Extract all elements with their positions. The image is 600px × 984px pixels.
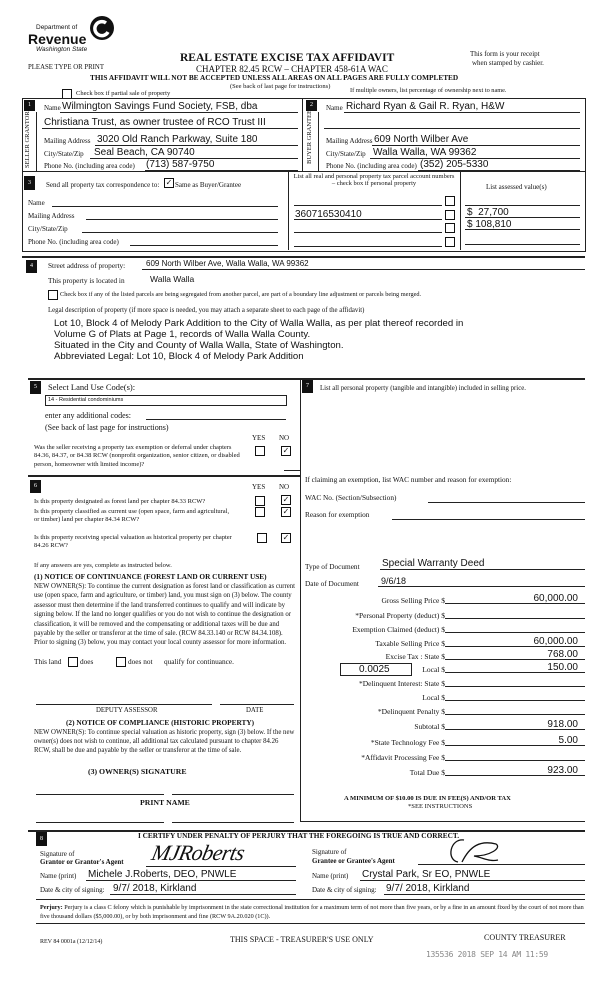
corr-phone-label: Phone No. (including area code) [28,238,119,246]
logo-line3: Washington State [36,46,88,53]
current-use-question: Is this property classified as current use (open space, farm and agricultural, or timber) land per chapter 84.34 RCW? [34,508,230,524]
does-label: does [80,657,94,666]
parcel-account[interactable]: 360716530410 [295,209,362,220]
exemption-claim-label: If claiming an exemption, list WAC number and reason for exemption: [305,475,512,484]
exemption-yes-checkbox[interactable] [255,446,265,456]
personal-property-checkbox[interactable] [445,237,455,247]
multiple-owners-note: If multiple owners, list percentage of ownership next to name. [350,87,507,94]
land-use-see-back: (See back of last page for instructions) [45,423,169,432]
seller-phone[interactable]: (713) 587-9750 [146,159,215,170]
land-use-code-select[interactable] [45,395,287,406]
seller-city-label: City/State/Zip [44,150,84,158]
buyer-phone-label: Phone No. (including area code) [326,162,417,170]
assessed-value[interactable]: $ 108,810 [467,219,512,230]
grantee-date-label: Date & city of signing: [312,886,377,894]
treasurer-stamp: 135536 2018 SEP 14 AM 11:59 [426,950,548,959]
legal-label: Legal description of property (if more space is needed, you may attach a separate sheet to each page of the affidavit) [48,307,365,314]
property-street[interactable]: 609 North Wilber Ave, Walla Walla, WA 99362 [146,259,309,268]
fee-label: *Personal Property (deduct) $ [355,611,445,620]
rev-number: REV 84 0001a (12/12/14) [40,939,103,945]
does-checkbox[interactable] [68,657,78,667]
print-name-label: PRINT NAME [140,798,190,807]
owner-signature-field-2[interactable] [172,794,294,795]
fee-value[interactable]: 60,000.00 [533,636,578,647]
print-name-field-2[interactable] [172,822,294,823]
form-see-back: (See back of last page for instructions) [230,83,331,90]
doc-date[interactable]: 9/6/18 [381,576,407,586]
date-label: DATE [246,707,264,714]
section-7-badge: 7 [302,380,313,393]
form-chapter: CHAPTER 82.45 RCW – CHAPTER 458-61A WAC [196,64,388,74]
logo-line1: Department of [36,24,78,31]
segregated-label: Check box if any of the listed parcels are being segregated from another parcel, are part of a boundary line adjustment or parcels being merged. [60,291,422,298]
additional-codes-field[interactable] [146,419,286,420]
buyer-address-label: Mailing Address [326,137,373,145]
fee-value[interactable]: 5.00 [558,735,578,746]
street-label: Street address of property: [48,261,126,270]
forest-no-checkbox[interactable]: ✓ [282,495,290,504]
grantee-signature[interactable] [440,836,510,866]
legal-line: Volume G of Plats at Page 1, records of Walla Walla County. [54,329,311,340]
seller-name-1[interactable]: Wilmington Savings Fund Society, FSB, dba [62,101,258,112]
buyer-address[interactable]: 609 North Wilber Ave [374,134,469,145]
land-use-label: Select Land Use Code(s): [48,382,136,392]
fee-label: Excise Tax : State $ [385,652,445,661]
grantee-name[interactable]: Crystal Park, Sr EO, PNWLE [362,869,491,880]
grantor-date-label: Date & city of signing: [40,886,105,894]
notice2-title: (2) NOTICE OF COMPLIANCE (HISTORIC PROPERTY) [66,718,255,727]
legal-line: Lot 10, Block 4 of Melody Park Addition to the City of Walla Walla, as per plat thereof recorded in [54,318,464,329]
local-rate-box[interactable] [340,663,412,676]
dor-logo [28,14,128,54]
buyer-city[interactable]: Walla Walla, WA 99362 [373,147,477,158]
perjury-label: Perjury: [40,904,63,911]
fee-value[interactable]: 918.00 [547,719,578,730]
segregated-checkbox[interactable] [48,290,58,300]
fee-value[interactable]: 60,000.00 [533,593,578,604]
section-1-badge: 1 [24,100,35,111]
historic-question: Is this property receiving special valuation as historical property per chapter 84.26 RCW? [34,534,232,550]
fee-value[interactable]: 768.00 [547,649,578,660]
correspondence-label: Send all property tax correspondence to: [46,181,160,189]
fee-label: *State Technology Fee $ [370,738,445,747]
type-or-print: PLEASE TYPE OR PRINT [28,64,104,71]
assessed-header: List assessed value(s) [486,183,547,191]
buyer-name-label: Name [326,104,343,112]
grantor-name[interactable]: Michele J.Roberts, DEO, PNWLE [88,869,237,880]
corr-name-label: Name [28,199,45,207]
legal-line: Abbreviated Legal: Lot 10, Block 4 of Melody Park Addition [54,351,304,362]
fee-label: *Affidavit Processing Fee $ [361,753,445,762]
seller-address-label: Mailing Address [44,137,91,145]
buyer-side-label: BUYER GRANTEE [306,110,313,164]
logo-swirl-icon [88,14,116,42]
local-rate: 0.0025 [359,664,390,675]
exemption-no-checkbox[interactable]: ✓ [282,446,290,455]
buyer-name[interactable]: Richard Ryan & Gail R. Ryan, H&W [346,101,505,112]
seller-name-2[interactable]: Christiana Trust, as owner trustee of RCO Trust III [44,117,266,128]
wac-label: WAC No. (Section/Subsection) [305,493,397,502]
print-name-field[interactable] [36,822,164,823]
deputy-signature-field[interactable] [36,704,212,705]
buyer-phone[interactable]: (352) 205-5330 [420,159,489,170]
forest-land-question: Is this property designated as forest land per chapter 84.33 RCW? [34,498,206,505]
fee-label: *Delinquent Penalty $ [377,707,445,716]
no-header: NO [279,434,290,442]
section-8-badge: 8 [36,832,47,846]
treasurer-space: THIS SPACE - TREASURER'S USE ONLY [230,935,374,944]
corr-address-field[interactable] [86,219,278,220]
seller-address[interactable]: 3020 Old Ranch Parkway, Suite 180 [97,134,258,145]
owner-signature-field[interactable] [36,794,164,795]
seller-city[interactable]: Seal Beach, CA 90740 [94,147,195,158]
personal-property-checkbox[interactable] [445,223,455,233]
this-land-label: This land [34,657,62,666]
grantor-date[interactable]: 9/7/ 2018, Kirkland [113,883,197,894]
partial-sale-label: Check box if partial sale of property [76,90,171,97]
receipt-note-2: when stamped by cashier. [472,59,544,67]
grantor-signature-text: MJRoberts [149,840,247,865]
if-yes-note: If any answers are yes, complete as instructed below. [34,562,172,569]
grantee-name-label: Name (print) [312,872,349,880]
grantor-sig-label-1: Signature of [40,850,75,858]
fee-label: Taxable Selling Price $ [375,639,445,648]
section-3-badge: 3 [24,176,35,190]
current-use-yes-checkbox[interactable] [255,507,265,517]
grantee-signature-image [440,836,510,866]
seller-name-label: Name [44,104,61,112]
doc-date-label: Date of Document [305,579,359,588]
personal-property-checkbox[interactable] [445,196,455,206]
same-as-buyer-checkbox[interactable]: ✓ [165,178,173,187]
corr-city-field[interactable] [82,232,278,233]
exemption-question: Was the seller receiving a property tax exemption or deferral under chapters 84.36, 84.37, or 84.38 RCW (nonprofit organization, senior citizen, or disabled person, homeowner with limited income)? [34,444,240,468]
corr-address-label: Mailing Address [28,212,75,220]
forest-yes-checkbox[interactable] [255,496,265,506]
seller-side-label: SELLER GRANTOR [24,111,31,168]
reason-label: Reason for exemption [305,510,370,519]
yes-header: YES [252,434,266,442]
notice1-title: (1) NOTICE OF CONTINUANCE (FOREST LAND OR CURRENT USE) [34,572,267,581]
wac-field[interactable] [428,502,585,503]
grantor-sig-label-2: Grantor or Grantor's Agent [40,858,124,866]
fee-value[interactable]: 923.00 [547,765,578,776]
reason-field[interactable] [392,519,585,520]
personal-property-checkbox[interactable] [445,210,455,220]
certify-statement: I CERTIFY UNDER PENALTY OF PERJURY THAT THE FOREGOING IS TRUE AND CORRECT. [138,831,460,840]
notice2-text: NEW OWNER(S): To continue special valuation as historic property, sign (3) below. If the new owner(s) does not wish to continue, all additional tax calculated pursuant to chapter 84.26 RCW, shall be due and payable by the seller or transferor at the time of sale. [34,729,295,754]
grantor-signature[interactable] [148,840,293,866]
personal-property-label: List all personal property (tangible and intangible) included in selling price. [320,385,526,392]
buyer-city-label: City/State/Zip [326,150,366,158]
doc-type-label: Type of Document [305,562,360,571]
corr-city-label: City/State/Zip [28,225,68,233]
seller-phone-label: Phone No. (including area code) [44,162,135,170]
qualify-label: qualify for continuance. [164,657,234,666]
parcels-header: List all real and personal property tax parcel account numbers – check box if personal property [293,173,455,188]
section-2-badge: 2 [306,100,317,111]
grantee-sig-label-2: Grantee or Grantee's Agent [312,857,395,865]
deputy-label: DEPUTY ASSESSOR [96,707,158,714]
perjury-statement [40,903,585,921]
section-5-badge: 5 [30,381,41,394]
corr-phone-field[interactable] [130,245,278,246]
additional-codes-label: enter any additional codes: [45,411,131,420]
grantor-name-label: Name (print) [40,872,77,880]
fee-label: Local $ [422,693,445,702]
form-warning: THIS AFFIDAVIT WILL NOT BE ACCEPTED UNLESS ALL AREAS ON ALL PAGES ARE FULLY COMPLETED [90,73,459,82]
yes-header-6: YES [252,483,266,491]
assessed-value[interactable]: $ 27,700 [467,207,509,218]
section-4-badge: 4 [26,260,37,273]
fee-label: Subtotal $ [414,722,445,731]
logo-line2: Revenue [28,31,87,47]
see-instructions: *SEE INSTRUCTIONS [408,803,473,810]
owner-signature-label: (3) OWNER(S) SIGNATURE [88,767,187,776]
fee-value[interactable]: 150.00 [547,662,578,673]
grantee-date[interactable]: 9/7/ 2018, Kirkland [386,883,470,894]
fee-label: Gross Selling Price $ [381,596,445,605]
located-label: This property is located in [48,276,125,285]
section-6-badge: 6 [30,480,41,493]
fee-label: Local $ [422,665,445,674]
corr-name-field[interactable] [52,206,278,207]
current-use-no-checkbox[interactable]: ✓ [282,507,290,516]
does-not-checkbox[interactable] [116,657,126,667]
fee-label: Exemption Claimed (deduct) $ [352,625,445,634]
deputy-date-field[interactable] [220,704,294,705]
receipt-note-1: This form is your receipt [470,50,540,58]
does-not-label: does not [128,657,153,666]
perjury-text: Perjury is a class C felony which is punishable by imprisonment in the state correctional institution for a maximum term of not more than five years, or by a fine in an amount fixed by the court of not more than five thousand dollars ($5,000.00), or by both imprisonment and fine (RCW 9A.20.020 (1C)). [40,904,584,920]
grantee-sig-label-1: Signature of [312,848,347,856]
property-located[interactable]: Walla Walla [150,274,195,284]
no-header-6: NO [279,483,290,491]
doc-type[interactable]: Special Warranty Deed [382,558,485,569]
form-title: REAL ESTATE EXCISE TAX AFFIDAVIT [180,52,395,64]
historic-yes-checkbox[interactable] [257,533,267,543]
fee-label: *Delinquent Interest: State $ [358,679,445,688]
minimum-due-note: A MINIMUM OF $10.00 IS DUE IN FEE(S) AND/OR TAX [344,795,511,802]
legal-description[interactable] [54,318,463,362]
notice1-text: NEW OWNER(S): To continue the current designation as forest land or classification as current use (open space, farm and agriculture, or timber) land, you must sign on (3) below. The county assessor must then determine if the land transferred continues to qualify and will indicate by signing below. If the land no longer qualifies or you do not wish to continue the designation or classification, it will be removed and the compensating or additional taxes will be due and payable by the seller or transferor at the time of sale. (RCW 84.33.140 or RCW 84.34.108). Prior to signing (3) below, you may contact your local county assessor for more information. [34,583,296,647]
land-use-code: 14 - Residential condominiums [48,397,124,403]
fee-label: Total Due $ [409,768,445,777]
historic-no-checkbox[interactable]: ✓ [282,533,290,542]
same-as-buyer-label: Same as Buyer/Grantee [175,181,242,189]
legal-line: Situated in the City and County of Walla Walla, State of Washington. [54,340,344,351]
county-treasurer: COUNTY TREASURER [484,933,566,942]
